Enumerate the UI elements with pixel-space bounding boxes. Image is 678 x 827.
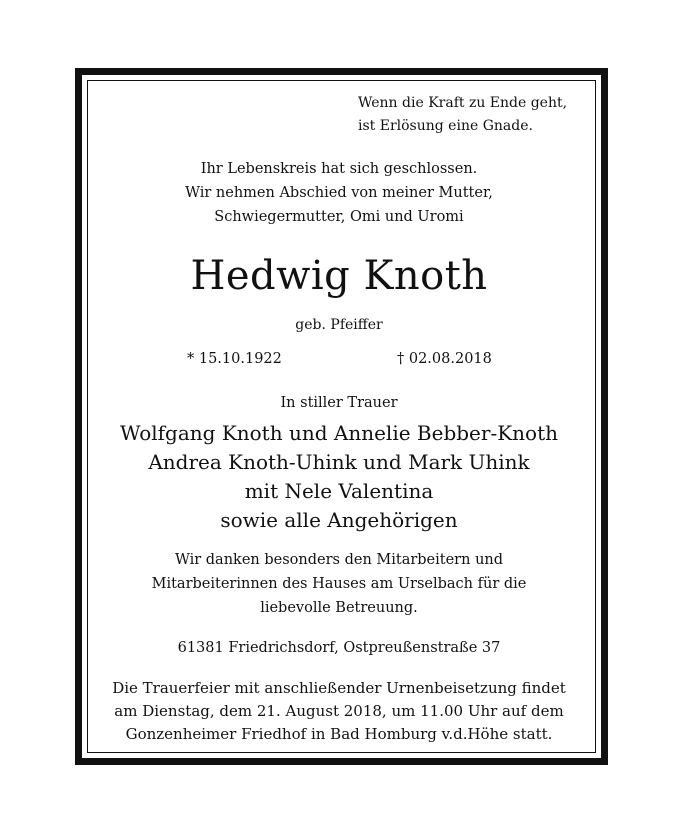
funeral-line-3: Gonzenheimer Friedhof in Bad Homburg v.d.Höhe statt. [125,725,553,743]
deceased-name: Hedwig Knoth [190,253,488,299]
motto-line-1: Wenn die Kraft zu Ende geht, [358,95,568,111]
intro-line-2: Wir nehmen Abschied von meiner Mutter, [185,185,493,201]
mourner-line-2: Andrea Knoth-Uhink und Mark Uhink [148,450,530,474]
motto-line-2: ist Erlösung eine Gnade. [358,118,533,134]
thanks-line-1: Wir danken besonders den Mitarbeitern und [174,552,504,568]
mourner-line-4: sowie alle Angehörigen [220,508,458,532]
birth-date: * 15.10.1922 [187,351,282,367]
funeral-line-2: am Dienstag, dem 21. August 2018, um 11.00 Uhr auf dem [114,702,564,720]
mourner-line-3: mit Nele Valentina [244,479,434,503]
mourner-line-1: Wolfgang Knoth und Annelie Bebber-Knoth [120,421,558,445]
maiden-name: geb. Pfeiffer [295,317,383,333]
intro-line-1: Ihr Lebenskreis hat sich geschlossen. [200,161,478,177]
intro-line-3: Schwiegermutter, Omi und Uromi [214,209,464,225]
mourning-heading: In stiller Trauer [280,395,398,411]
address: 61381 Friedrichsdorf, Ostpreußenstraße 37 [177,640,501,656]
thanks-line-3: liebevolle Betreuung. [260,600,418,616]
funeral-line-1: Die Trauerfeier mit anschließender Urnenbeisetzung findet [112,679,566,697]
death-date: † 02.08.2018 [397,351,492,367]
thanks-line-2: Mitarbeiterinnen des Hauses am Urselbach für die [151,576,527,592]
